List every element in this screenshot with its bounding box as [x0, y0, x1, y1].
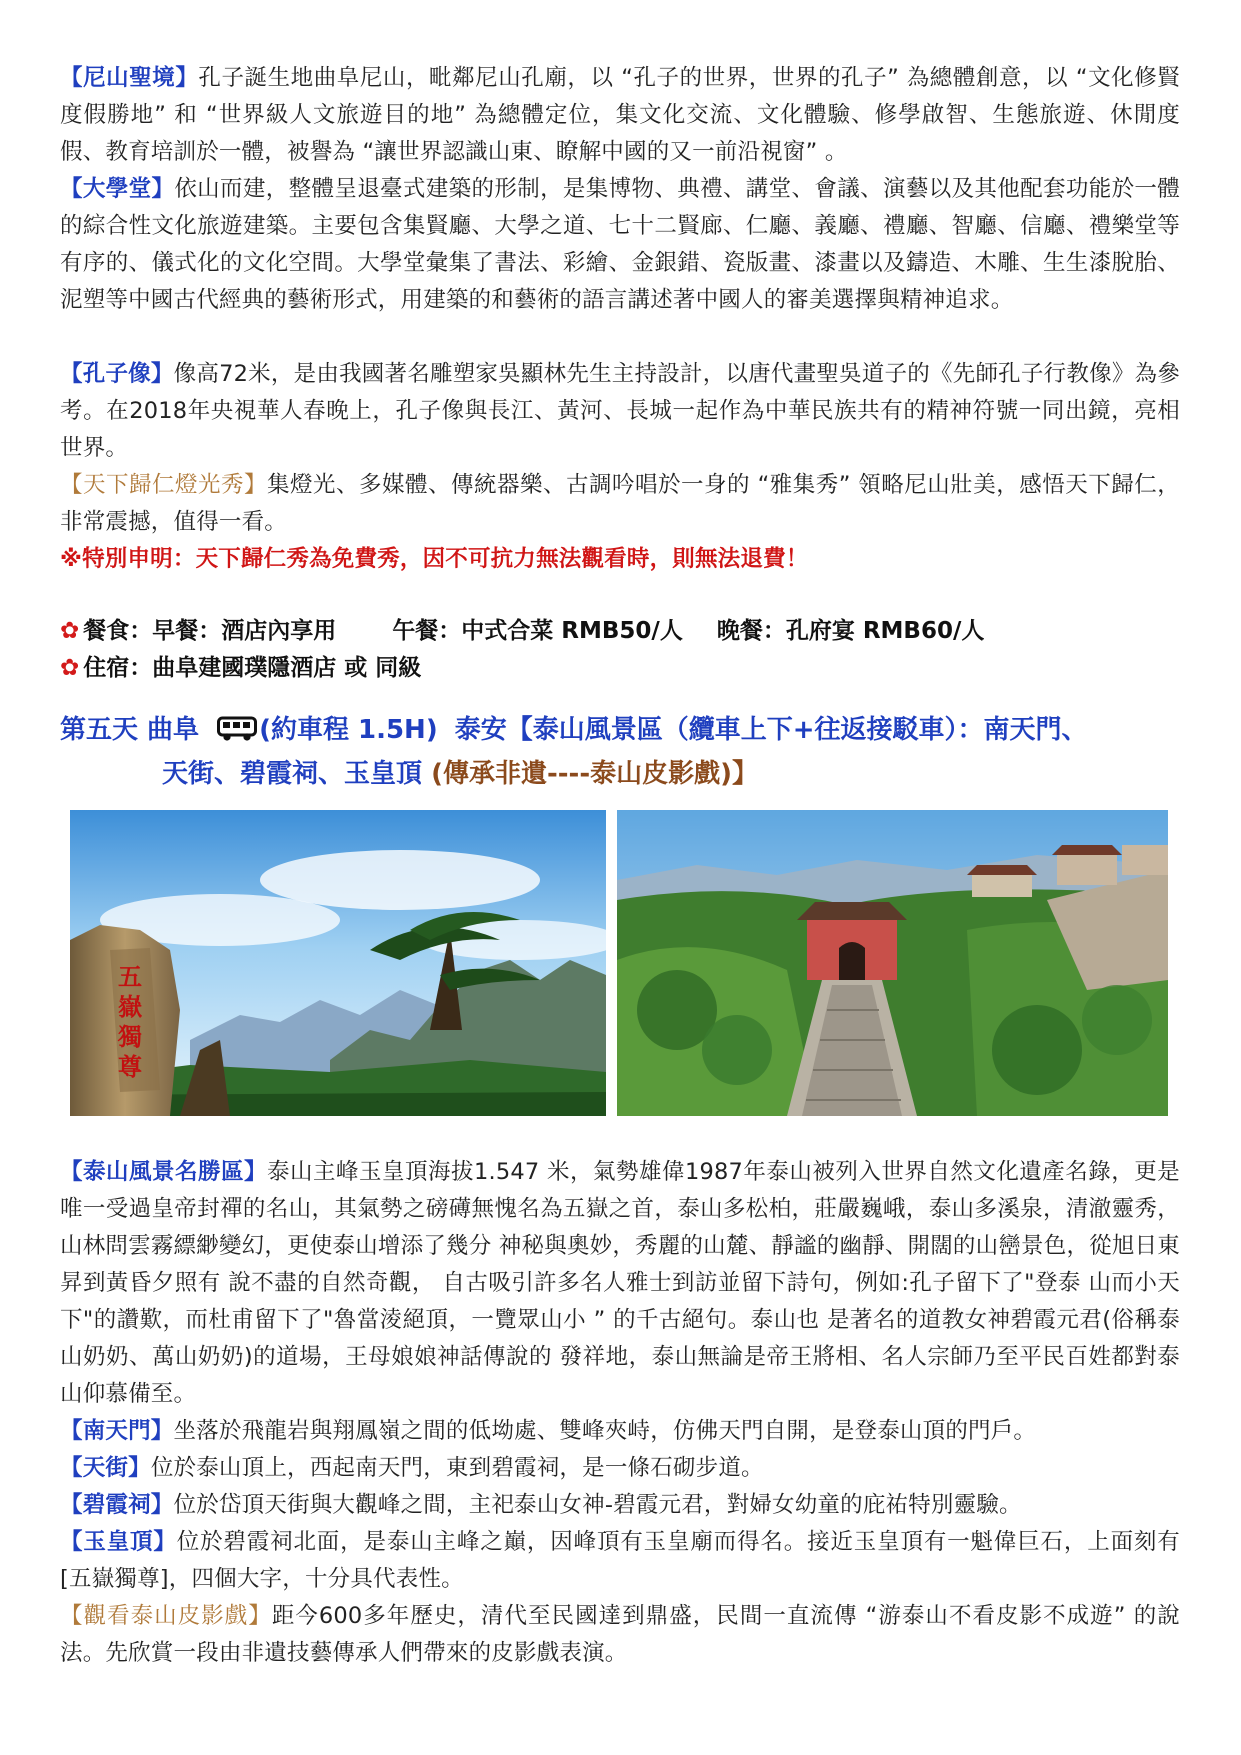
day5-heritage: (傳承非遺----泰山皮影戲): [431, 759, 733, 789]
tianxia-paragraph: [60, 467, 1180, 541]
day5-destination: 泰安【泰山風景區（纜車上下+往返接駁車）：南天門、: [454, 715, 1088, 745]
nantianmen-paragraph: [60, 1413, 1180, 1450]
taishan-tag: 【泰山風景名勝區】: [60, 1159, 267, 1185]
meals-breakfast: 餐食：早餐：酒店內享用: [83, 618, 337, 644]
nishan-text: 孔子誕生地曲阜尼山，毗鄰尼山孔廟，以 “孔子的世界，世界的孔子” 為總體創意，以 “文化修賢度假勝地” 和 “世界級人文旅遊目的地” 為總體定位，集文化交流、文化體驗、修學啟智、生態旅遊、休閒度假、教育培訓於一體，被譽為 “讓世界認識山東、瞭解中國的又一前沿視窗” 。: [60, 65, 1180, 165]
piying-tag: 【觀看泰山皮影戲】: [60, 1603, 272, 1629]
taishan-rock-illustration: [70, 810, 606, 1116]
piying-text: 距今600多年歷史，清代至民國達到鼎盛，民間一直流傳 “游泰山不看皮影不成遊” 的說法。先欣賞一段由非遺技藝傳承人們帶來的皮影戲表演。: [60, 1603, 1180, 1666]
meals-lunch: 午餐：中式合菜 RMB50/人: [392, 618, 683, 644]
flower-icon: ✿: [60, 618, 80, 644]
taishan-paragraph: [60, 1154, 1180, 1413]
taishan-text: 泰山主峰玉皇頂海拔1.547 米，氣勢雄偉1987年泰山被列入世界自然文化遺產名錄，更是唯一受過皇帝封禪的名山，其氣勢之磅礡無愧名為五嶽之首，泰山多松柏，莊嚴巍峨，泰山多溪泉，清澈靈秀，山林問雲霧縹緲變幻，更使泰山增添了幾分 神秘與奧妙，秀麗的山麓、靜謐的幽靜、開闊的山巒景色，從旭日東昇到黃昏夕照有 說不盡的自然奇觀， 自古吸引許多名人雅士到訪並留下詩句，例如:孔子留下了"登泰 山而小天下"的讚歎，而杜甫留下了"魯當淩絕頂，一覽眾山小 ” 的千古絕句。泰山也 是著名的道教女神碧霞元君(俗稱泰山奶奶、萬山奶奶)的道場，王母娘娘神話傳說的 發祥地，泰山無論是帝王將相、名人宗師乃至平民百姓都對泰山仰慕備至。: [60, 1159, 1180, 1407]
hotel-row: [60, 651, 421, 685]
nantianmen-illustration: [617, 810, 1168, 1116]
meals-row: [60, 614, 984, 648]
nantianmen-tag: 【南天門】: [60, 1418, 174, 1444]
carving-char: 嶽: [118, 992, 142, 1021]
kongzixiang-tag: 【孔子像】: [60, 361, 174, 387]
day5-drive: (約車程 1.5H): [259, 715, 438, 745]
daxuetang-text: 依山而建，整體呈退臺式建築的形制，是集博物、典禮、講堂、會議、演藝以及其他配套功能於一體的綜合性文化旅遊建築。主要包含集賢廳、大學之道、七十二賢廊、仁廳、義廳、禮廳、智廳、信廳、禮樂堂等有序的、儀式化的文化空間。大學堂彙集了書法、彩繪、金銀錯、瓷版畫、漆畫以及鑄造、木雕、生生漆脫胎、泥塑等中國古代經典的藝術形式，用建築的和藝術的語言講述著中國人的審美選擇與精神追求。: [60, 176, 1180, 313]
meals-dinner: 晚餐：孔府宴 RMB60/人: [716, 618, 985, 644]
carving-char: 獨: [118, 1022, 142, 1051]
yuhuangding-text: 位於碧霞祠北面，是泰山主峰之巔，因峰頂有玉皇廟而得名。接近玉皇頂有一魁偉巨石，上面刻有[五嶽獨尊]，四個大字，十分具代表性。: [60, 1529, 1180, 1592]
bixiaci-paragraph: [60, 1487, 1180, 1524]
day5-heading: 第五天 曲阜 (約車程 1.5H) 泰安【泰山風景區（纜車上下+往返接駁車）：南天門、 天街、碧霞祠、玉皇頂 (傳承非遺----泰山皮影戲)】: [60, 715, 1088, 789]
taishan-rock-photo: [70, 810, 606, 1116]
carving-char: 五: [118, 962, 142, 991]
tianxia-text: 集燈光、多媒體、傳統器樂、古調吟唱於一身的 “雅集秀” 領略尼山壯美，感悟天下歸仁，非常震撼，值得一看。: [60, 472, 1180, 535]
bus-icon: [217, 714, 257, 754]
refund-notice: ※特別申明：天下歸仁秀為免費秀，因不可抗力無法觀看時，則無法退費！: [60, 546, 809, 572]
nishan-paragraph: [60, 60, 1180, 171]
bixiaci-tag: 【碧霞祠】: [60, 1492, 174, 1518]
yuhuangding-paragraph: [60, 1524, 1180, 1598]
tianjie-tag: 【天街】: [60, 1455, 151, 1481]
flower-icon: ✿: [60, 655, 80, 681]
kongzixiang-paragraph: [60, 356, 1180, 467]
nantianmen-text: 坐落於飛龍岩與翔鳳嶺之間的低坳處、雙峰夾峙，仿佛天門自開，是登泰山頂的門戶。: [173, 1418, 1037, 1444]
yuhuangding-tag: 【玉皇頂】: [60, 1529, 177, 1555]
hotel-text: 住宿：曲阜建國璞隱酒店 或 同級: [83, 655, 422, 681]
nantianmen-photo: [617, 810, 1168, 1116]
carving-char: 尊: [118, 1052, 142, 1081]
tianjie-paragraph: [60, 1450, 1180, 1487]
tianxia-tag: 【天下歸仁燈光秀】: [60, 472, 267, 498]
daxuetang-paragraph: [60, 171, 1180, 319]
kongzixiang-text: 像高72米，是由我國著名雕塑家吳顯林先生主持設計，以唐代畫聖吳道子的《先師孔子行教像》為參考。在2018年央視華人春晚上，孔子像與長江、黃河、長城一起作為中華民族共有的精神符號一同出鏡，亮相世界。: [60, 361, 1180, 461]
piying-paragraph: [60, 1598, 1180, 1672]
day5-day: 第五天 曲阜: [60, 715, 200, 745]
tianjie-text: 位於泰山頂上，西起南天門，東到碧霞祠，是一條石砌步道。: [150, 1455, 764, 1481]
day5-sights: 天街、碧霞祠、玉皇頂: [162, 759, 423, 789]
bixiaci-text: 位於岱頂天街與大觀峰之間，主祀泰山女神-碧霞元君，對婦女幼童的庇祐特別靈驗。: [173, 1492, 1022, 1518]
daxuetang-tag: 【大學堂】: [60, 176, 175, 202]
nishan-tag: 【尼山聖境】: [60, 65, 199, 91]
